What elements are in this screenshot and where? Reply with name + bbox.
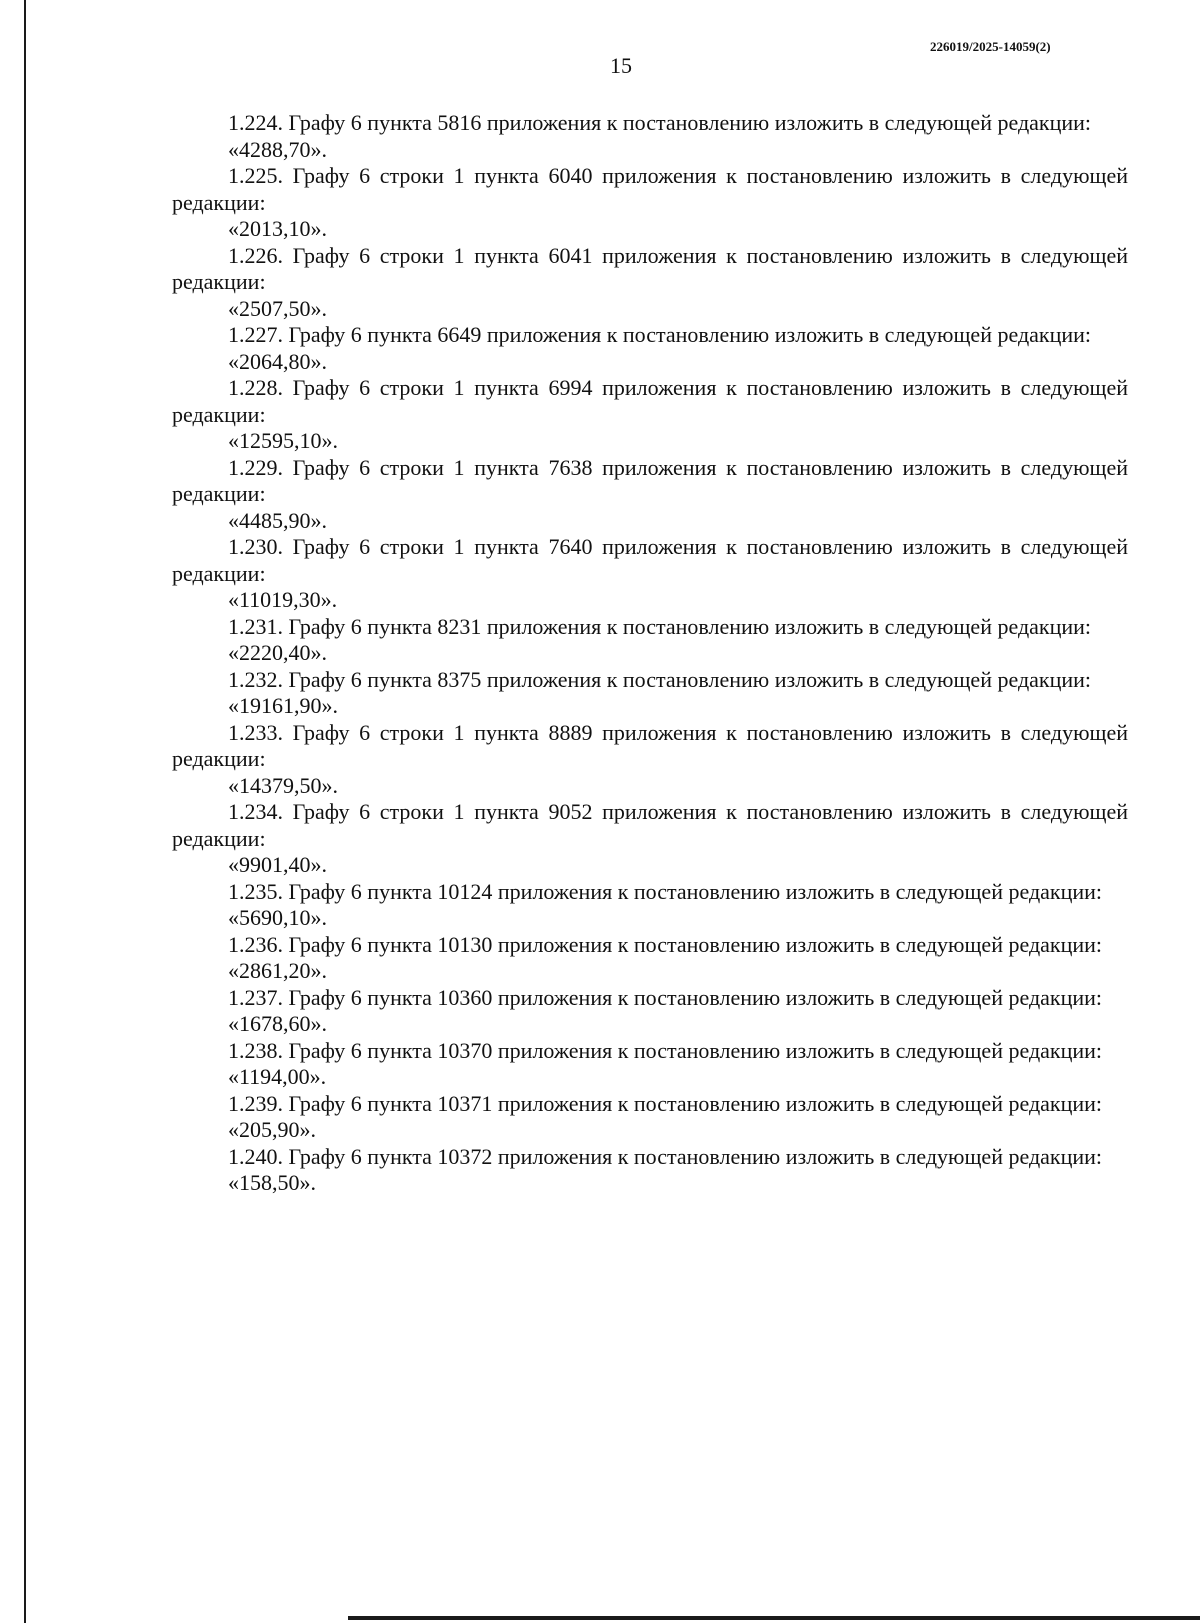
document-id: 226019/2025-14059(2) xyxy=(930,39,1051,54)
amendment-value: «19161,90». xyxy=(228,693,338,718)
amendment-value: «2064,80». xyxy=(228,348,327,374)
amendment-text: 1.234. Графу 6 строки 1 пункта 9052 приложения к постановлению изложить в следующей редакции: xyxy=(172,799,1128,851)
amendment-item xyxy=(172,163,1128,243)
amendment-value: «158,50». xyxy=(228,1170,316,1195)
amendment-text: 1.226. Графу 6 строки 1 пункта 6041 приложения к постановлению изложить в следующей редакции: xyxy=(172,242,1128,294)
scan-left-edge-line xyxy=(24,0,26,1623)
amendment-text: 1.230. Графу 6 строки 1 пункта 7640 приложения к постановлению изложить в следующей редакции: xyxy=(172,534,1128,586)
amendment-value: «9901,40». xyxy=(228,852,327,877)
amendment-text: 1.232. Графу 6 пункта 8375 приложения к постановлению изложить в следующей редакции: xyxy=(228,666,1092,692)
amendment-item xyxy=(172,985,1128,1038)
amendment-value: «2861,20». xyxy=(228,958,327,983)
amendment-text: 1.229. Графу 6 строки 1 пункта 7638 приложения к постановлению изложить в следующей редакции: xyxy=(172,454,1128,506)
scan-bottom-edge-line xyxy=(348,1616,1200,1620)
amendment-item xyxy=(172,932,1128,985)
amendment-item xyxy=(172,375,1128,455)
amendment-item xyxy=(172,534,1128,614)
amendment-text: 1.240. Графу 6 пункта 10372 приложения к постановлению изложить в следующей редакции: xyxy=(228,1143,1103,1169)
amendment-text: 1.233. Графу 6 строки 1 пункта 8889 приложения к постановлению изложить в следующей редакции: xyxy=(172,719,1128,771)
amendment-text: 1.225. Графу 6 строки 1 пункта 6040 приложения к постановлению изложить в следующей редакции: xyxy=(172,163,1128,215)
amendment-value: «1678,60». xyxy=(228,1011,327,1036)
amendment-text: 1.227. Графу 6 пункта 6649 приложения к постановлению изложить в следующей редакции: xyxy=(228,322,1092,347)
amendment-value: «14379,50». xyxy=(228,772,338,798)
amendment-text: 1.237. Графу 6 пункта 10360 приложения к постановлению изложить в следующей редакции: xyxy=(228,984,1103,1010)
amendment-text: 1.236. Графу 6 пункта 10130 приложения к постановлению изложить в следующей редакции: xyxy=(228,931,1103,957)
amendment-item xyxy=(172,110,1128,163)
amendment-item xyxy=(172,667,1128,720)
amendment-value: «4288,70». xyxy=(228,136,327,162)
page-number: 15 xyxy=(610,53,632,78)
amendment-value: «2507,50». xyxy=(228,295,327,321)
amendment-value: «4485,90». xyxy=(228,507,327,533)
amendment-text: 1.235. Графу 6 пункта 10124 приложения к постановлению изложить в следующей редакции: xyxy=(228,878,1103,904)
amendment-text: 1.224. Графу 6 пункта 5816 приложения к постановлению изложить в следующей редакции: xyxy=(228,110,1092,135)
amendment-item xyxy=(172,614,1128,667)
amendment-value: «12595,10». xyxy=(228,428,338,453)
amendment-value: «2220,40». xyxy=(228,640,327,665)
amendment-text: 1.238. Графу 6 пункта 10370 приложения к постановлению изложить в следующей редакции: xyxy=(228,1037,1103,1063)
amendment-item xyxy=(172,243,1128,323)
document-body xyxy=(172,110,1128,1197)
amendment-item xyxy=(172,455,1128,535)
amendment-item xyxy=(172,1144,1128,1197)
amendment-text: 1.228. Графу 6 строки 1 пункта 6994 приложения к постановлению изложить в следующей редакции: xyxy=(172,375,1128,427)
amendment-value: «5690,10». xyxy=(228,905,327,930)
amendment-item xyxy=(172,879,1128,932)
amendment-text: 1.239. Графу 6 пункта 10371 приложения к постановлению изложить в следующей редакции: xyxy=(228,1090,1103,1116)
amendment-item xyxy=(172,322,1128,375)
amendment-text: 1.231. Графу 6 пункта 8231 приложения к постановлению изложить в следующей редакции: xyxy=(228,613,1092,639)
amendment-value: «11019,30». xyxy=(228,587,338,612)
amendment-item xyxy=(172,1038,1128,1091)
amendment-item xyxy=(172,1091,1128,1144)
amendment-value: «205,90». xyxy=(228,1117,316,1142)
amendment-item xyxy=(172,799,1128,879)
amendment-item xyxy=(172,720,1128,800)
amendment-value: «2013,10». xyxy=(228,216,327,241)
amendment-value: «1194,00». xyxy=(228,1064,327,1089)
